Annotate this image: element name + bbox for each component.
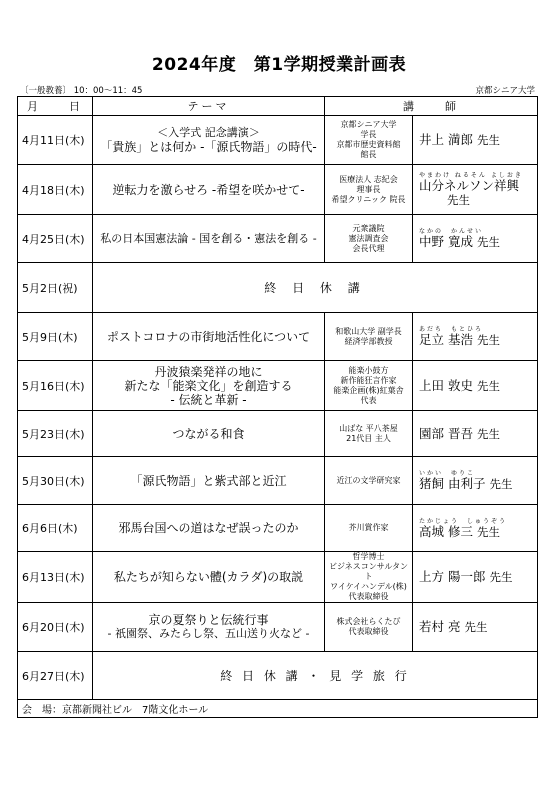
honorific: 先生 xyxy=(476,333,500,347)
lecturer-name: 猪飼 由利子 xyxy=(419,476,486,491)
header-row xyxy=(18,97,538,116)
lecturer-name-cell xyxy=(413,215,538,263)
lecturer-name-cell xyxy=(413,116,538,165)
theme-line: 新たな「能楽文化」を創造する xyxy=(124,378,293,393)
schedule-row xyxy=(18,116,538,165)
honorific: 先生 xyxy=(464,620,488,634)
affiliation-line: 会長代理 xyxy=(352,243,385,253)
lecture-date: 6月13日(木) xyxy=(18,552,93,603)
name-reading: たかじょう しゅうぞう xyxy=(419,517,508,525)
name-reading: いかい ゆりこ xyxy=(419,470,476,477)
affiliation-line: 代表 xyxy=(360,395,377,405)
lecturer-name: 高城 修三 xyxy=(419,523,473,539)
course-category: 〔一般教養〕 10：00〜11：45 xyxy=(20,86,143,96)
schedule-row-holiday xyxy=(18,263,538,313)
schedule-row xyxy=(18,361,538,411)
affiliation-line: 館長 xyxy=(360,150,377,159)
theme-line: 京の夏祭りと伝統行事 xyxy=(148,613,269,627)
lecturer-affiliation xyxy=(325,313,413,361)
schedule-row xyxy=(18,457,538,505)
affiliation-line: 能楽企画(株)紅葉舎 xyxy=(333,385,404,395)
name-reading: あだち もとひろ xyxy=(419,326,484,333)
venue-row xyxy=(18,700,538,718)
lecturer-affiliation xyxy=(325,215,413,263)
lecturer-affiliation xyxy=(325,411,413,457)
affiliation-line: 理事長 xyxy=(356,184,381,194)
lecture-theme xyxy=(93,505,325,552)
lecturer-name-cell xyxy=(413,457,538,505)
schedule-row xyxy=(18,313,538,361)
lecturer-affiliation xyxy=(325,116,413,165)
affiliation-line: 京都シニア大学 xyxy=(340,120,397,129)
schedule-row xyxy=(18,505,538,552)
lecturer-name: 若村 亮 xyxy=(419,619,461,634)
affiliation-line: 哲学博士 xyxy=(352,552,385,561)
lecturer-name: 井上 満郎 xyxy=(419,132,473,147)
honorific: 先生 xyxy=(476,133,500,147)
lecturer-name-cell xyxy=(413,361,538,411)
affiliation-line: 憲法調査会 xyxy=(348,233,389,243)
affiliation-line: 学長 xyxy=(360,130,377,139)
lecture-theme xyxy=(93,457,325,505)
honorific: 先生 xyxy=(476,524,500,539)
lecturer-affiliation xyxy=(325,361,413,411)
theme-line: 私の日本国憲法論 - 国を創る・憲法を創る - xyxy=(100,231,317,245)
page-title: 2024年度 第1学期授業計画表 xyxy=(151,55,407,75)
lecture-date: 6月27日(木) xyxy=(18,652,93,700)
affiliation-line: 新作能狂言作家 xyxy=(340,375,397,385)
schedule-row-holiday xyxy=(18,652,538,700)
lecturer-affiliation xyxy=(325,165,413,215)
affiliation-line: 代表取締役 xyxy=(348,592,389,601)
lecture-date: 4月25日(木) xyxy=(18,215,93,263)
header-theme: テーマ xyxy=(93,97,325,116)
theme-line: 邪馬台国への道はなぜ誤ったのか xyxy=(118,521,299,535)
lecture-date: 6月20日(木) xyxy=(18,603,93,652)
schedule-table xyxy=(17,96,538,718)
theme-line: ポストコロナの市街地活性化について xyxy=(106,329,311,344)
lecturer-name: 上方 陽一郎 xyxy=(419,569,486,584)
schedule-row xyxy=(18,552,538,603)
affiliation-line: ワイケイハンデル(株) xyxy=(330,582,407,591)
honorific: 先生 xyxy=(489,477,513,491)
affiliation-line: 代表取締役 xyxy=(348,627,389,636)
theme-line: - 伝統と革新 - xyxy=(170,392,247,407)
theme-line: つながる和食 xyxy=(172,426,245,441)
theme-line: ＜入学式 記念講演＞ xyxy=(157,126,260,139)
affiliation-line: 医療法人 志紀会 xyxy=(339,174,398,184)
schedule-row xyxy=(18,411,538,457)
affiliation-line: 山ばな 平八茶屋 xyxy=(339,423,398,433)
schedule-row xyxy=(18,165,538,215)
lecture-date: 5月2日(祝) xyxy=(18,263,93,313)
theme-line: 「貴族」とは何か -「源氏物語」の時代- xyxy=(100,140,317,154)
affiliation-line: 希望クリニック 院長 xyxy=(331,194,406,204)
schedule-row xyxy=(18,215,538,263)
holiday-notice: 終 日 休 講 xyxy=(93,263,538,313)
lecture-theme xyxy=(93,116,325,165)
lecture-theme xyxy=(93,411,325,457)
lecturer-affiliation xyxy=(325,603,413,652)
lecturer-affiliation xyxy=(325,552,413,603)
theme-line: 丹波猿楽発祥の地に xyxy=(154,364,263,379)
affiliation-line: 経済学部教授 xyxy=(344,336,393,346)
affiliation-line: 株式会社らくたび xyxy=(336,617,401,626)
holiday-notice: 終 日 休 講 ・ 見 学 旅 行 xyxy=(93,652,538,700)
affiliation-line: 能楽小鼓方 xyxy=(348,365,389,375)
lecture-theme xyxy=(93,215,325,263)
lecturer-name-cell xyxy=(413,505,538,552)
lecturer-affiliation xyxy=(325,457,413,505)
lecturer-name: 園部 晋吾 xyxy=(419,425,473,441)
lecturer-name-cell xyxy=(413,411,538,457)
theme-line: - 祇園祭、みたらし祭、五山送り火など - xyxy=(107,627,310,640)
header-lecturer: 講 師 xyxy=(325,97,538,116)
lecture-date: 5月16日(木) xyxy=(18,361,93,411)
affiliation-line: 芥川賞作家 xyxy=(348,523,389,532)
lecturer-name-cell xyxy=(413,313,538,361)
lecture-date: 4月18日(木) xyxy=(18,165,93,215)
lecturer-name-cell xyxy=(413,603,538,652)
lecturer-name: 山分ネルソン祥興 xyxy=(419,178,520,193)
lecturer-name: 上田 敦史 xyxy=(419,377,473,393)
lecture-date: 5月23日(木) xyxy=(18,411,93,457)
lecture-date: 4月11日(木) xyxy=(18,116,93,165)
honorific: 先生 xyxy=(447,193,470,207)
affiliation-line: 21代目 主人 xyxy=(346,433,391,443)
lecturer-name-cell xyxy=(413,165,538,215)
theme-line: 「源氏物語」と紫式部と近江 xyxy=(130,473,287,488)
name-reading: やまわけ ねるそん よしおき xyxy=(419,172,523,179)
affiliation-line: 京都市歴史資料館 xyxy=(336,140,401,149)
affiliation-line: 近江の文学研究家 xyxy=(336,475,401,485)
lecturer-name: 足立 基浩 xyxy=(419,332,473,347)
honorific: 先生 xyxy=(476,235,500,249)
affiliation-line: 元衆議院 xyxy=(352,223,385,233)
lecturer-affiliation xyxy=(325,505,413,552)
lecture-theme xyxy=(93,603,325,652)
lecture-date: 5月9日(木) xyxy=(18,313,93,361)
lecture-theme xyxy=(93,552,325,603)
lecture-theme xyxy=(93,313,325,361)
theme-line: 私たちが知らない體(カラダ)の取説 xyxy=(113,570,304,584)
school-name: 京都シニア大学 xyxy=(475,86,535,96)
schedule-row xyxy=(18,603,538,652)
honorific: 先生 xyxy=(489,570,513,584)
affiliation-line: 和歌山大学 副学長 xyxy=(335,326,402,336)
lecture-theme xyxy=(93,165,325,215)
header-date: 月 日 xyxy=(18,97,93,116)
honorific: 先生 xyxy=(476,426,500,441)
lecturer-name-cell xyxy=(413,552,538,603)
theme-line: 逆転力を激らせろ -希望を咲かせて- xyxy=(112,182,305,197)
lecture-theme xyxy=(93,361,325,411)
lecturer-name: 中野 寛成 xyxy=(419,234,473,249)
name-reading: なかの かんせい xyxy=(419,228,484,235)
venue-info: 会 場：京都新聞社ビル 7階文化ホール xyxy=(18,700,538,718)
honorific: 先生 xyxy=(476,378,500,393)
affiliation-line: ビジネスコンサルタント xyxy=(328,562,409,581)
lecture-date: 5月30日(木) xyxy=(18,457,93,505)
lecture-date: 6月6日(木) xyxy=(18,505,93,552)
